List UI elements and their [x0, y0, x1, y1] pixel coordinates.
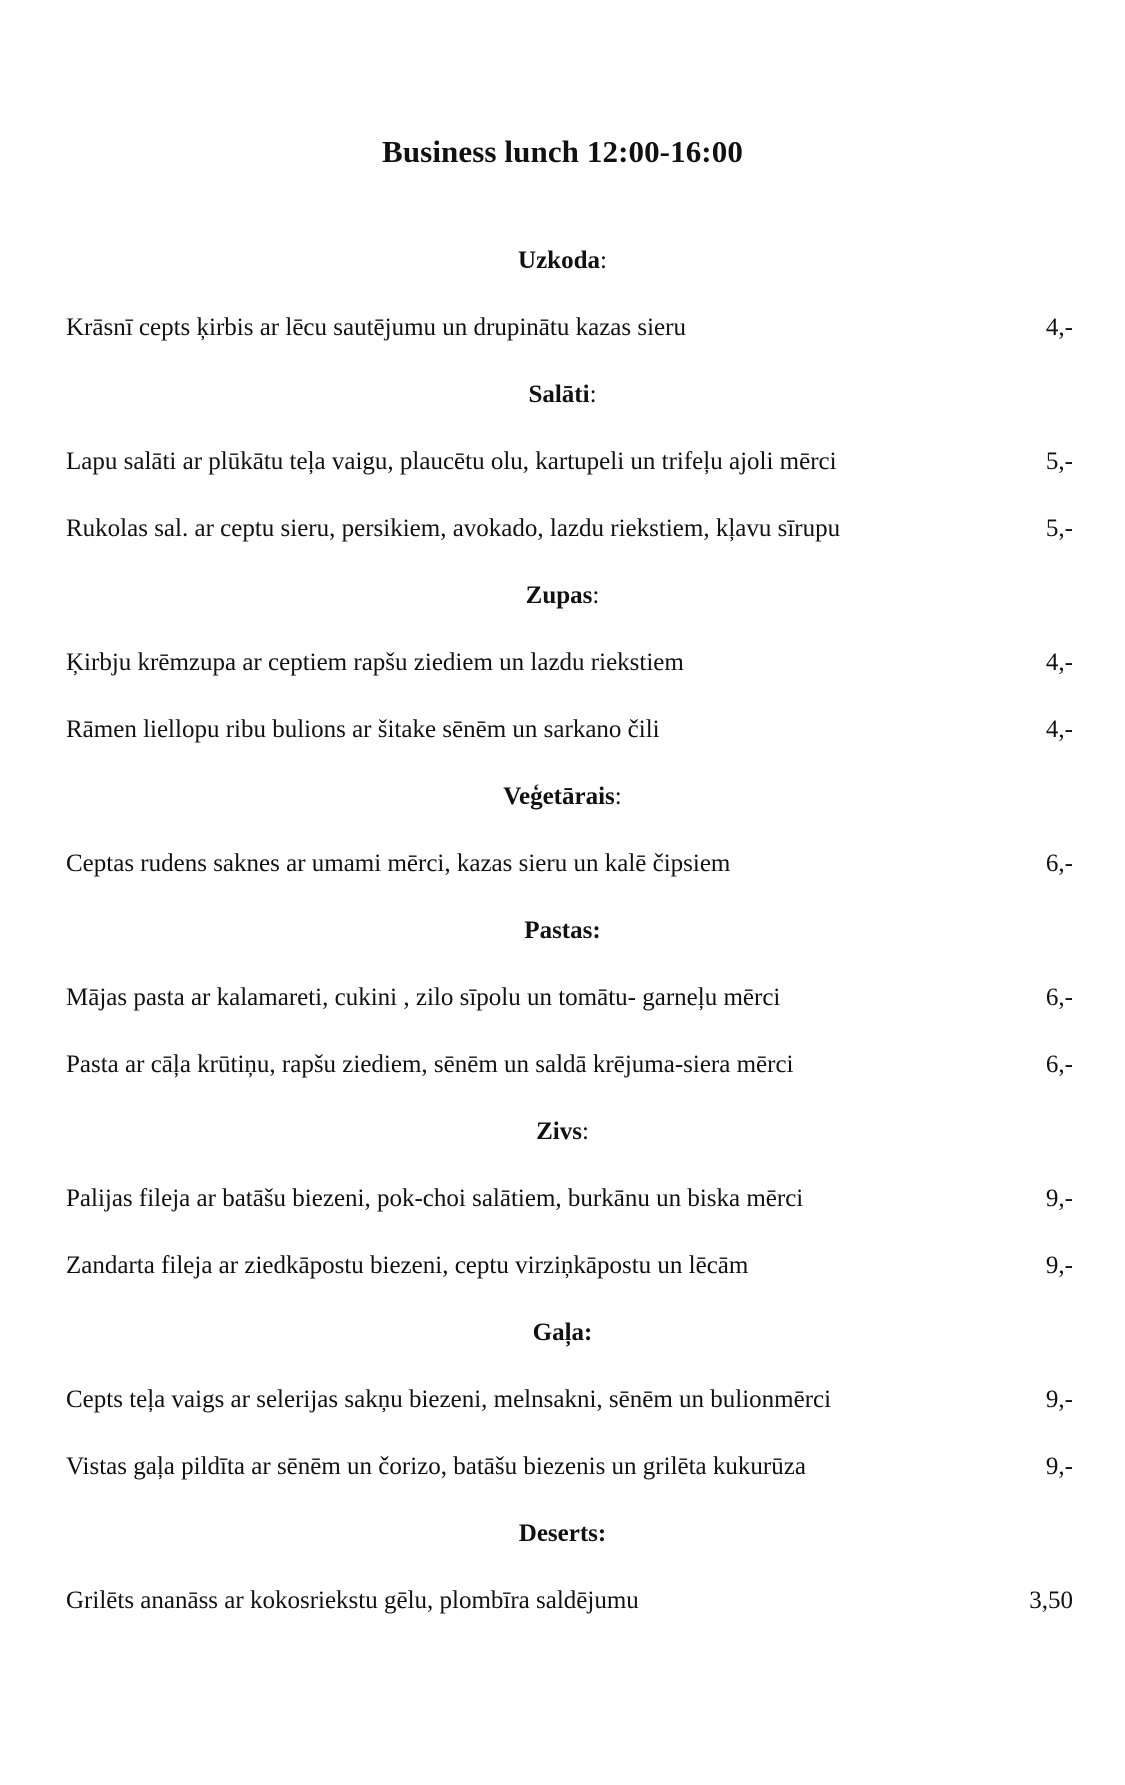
menu-item-price: 3,50: [1029, 1587, 1073, 1614]
section-heading-label: Uzkoda: [518, 247, 600, 274]
section-heading-label: Pastas:: [524, 917, 601, 944]
menu-item-price: 4,-: [1045, 649, 1073, 676]
menu-item-name: Lapu salāti ar plūkātu teļa vaigu, plaucētu olu, kartupeli un trifeļu ajoli mērci: [66, 448, 837, 475]
section-heading-colon: :: [589, 381, 597, 408]
section-heading-label: Veģetārais: [503, 783, 615, 810]
menu-item-name: Rāmen liellopu ribu bulions ar šitake sēnēm un sarkano čili: [66, 716, 660, 743]
section-heading-vegetarais: [0, 781, 1125, 813]
menu-item-name: Ceptas rudens saknes ar umami mērci, kazas sieru un kalē čipsiem: [66, 850, 731, 877]
menu-item-name: Krāsnī cepts ķirbis ar lēcu sautējumu un drupinātu kazas sieru: [66, 314, 686, 341]
section-heading-colon: :: [614, 783, 622, 810]
menu-item-price: 6,-: [1045, 984, 1073, 1011]
page-title: Business lunch 12:00-16:00: [382, 134, 743, 169]
menu-item-name: Ķirbju krēmzupa ar ceptiem rapšu ziediem un lazdu riekstiem: [66, 649, 684, 676]
menu-item-price: 4,-: [1045, 716, 1073, 743]
menu-item-price: 4,-: [1045, 314, 1073, 341]
menu-item-name: Mājas pasta ar kalamareti, cukini , zilo sīpolu un tomātu- garneļu mērci: [66, 984, 781, 1011]
section-heading-label: Zupas: [525, 582, 593, 609]
menu-item-price: 9,-: [1045, 1252, 1073, 1279]
section-heading-label: Zivs: [536, 1118, 582, 1145]
section-heading-pastas: [0, 915, 1125, 947]
menu-item-price: 9,-: [1045, 1453, 1073, 1480]
menu-item-price: 6,-: [1045, 850, 1073, 877]
menu-item-price: 6,-: [1045, 1051, 1073, 1078]
section-heading-zivs: [0, 1116, 1125, 1148]
section-heading-uzkoda: [0, 245, 1125, 277]
section-heading-colon: :: [592, 582, 600, 609]
section-heading-label: Salāti: [528, 381, 590, 408]
menu-item-name: Pasta ar cāļa krūtiņu, rapšu ziediem, sēnēm un saldā krējuma-siera mērci: [66, 1051, 794, 1078]
section-heading-label: Deserts:: [518, 1520, 607, 1547]
section-heading-colon: :: [600, 247, 607, 274]
section-heading-salati: [0, 379, 1125, 411]
menu-item-name: Palijas fileja ar batāšu biezeni, pok-choi salātiem, burkānu un biska mērci: [66, 1185, 804, 1212]
menu-item-name: Vistas gaļa pildīta ar sēnēm un čorizo, batāšu biezenis un grilēta kukurūza: [66, 1453, 806, 1480]
section-heading-colon: :: [581, 1118, 589, 1145]
section-heading-gala: [0, 1317, 1125, 1349]
menu-item-name: Rukolas sal. ar ceptu sieru, persikiem, avokado, lazdu riekstiem, kļavu sīrupu: [66, 515, 841, 542]
menu-item-price: 9,-: [1045, 1185, 1073, 1212]
menu-item-price: 9,-: [1045, 1386, 1073, 1413]
section-heading-zupas: [0, 580, 1125, 612]
menu-item-price: 5,-: [1045, 515, 1073, 542]
menu-item-name: Cepts teļa vaigs ar selerijas sakņu biezeni, melnsakni, sēnēm un bulionmērci: [66, 1386, 832, 1413]
menu-item-name: Zandarta fileja ar ziedkāpostu biezeni, ceptu virziņkāpostu un lēcām: [66, 1252, 749, 1279]
section-heading-deserts: [0, 1518, 1125, 1550]
menu-item-price: 5,-: [1045, 448, 1073, 475]
menu-item-name: Grilēts ananāss ar kokosriekstu gēlu, plombīra saldējumu: [66, 1587, 639, 1614]
section-heading-label: Gaļa:: [532, 1319, 593, 1346]
